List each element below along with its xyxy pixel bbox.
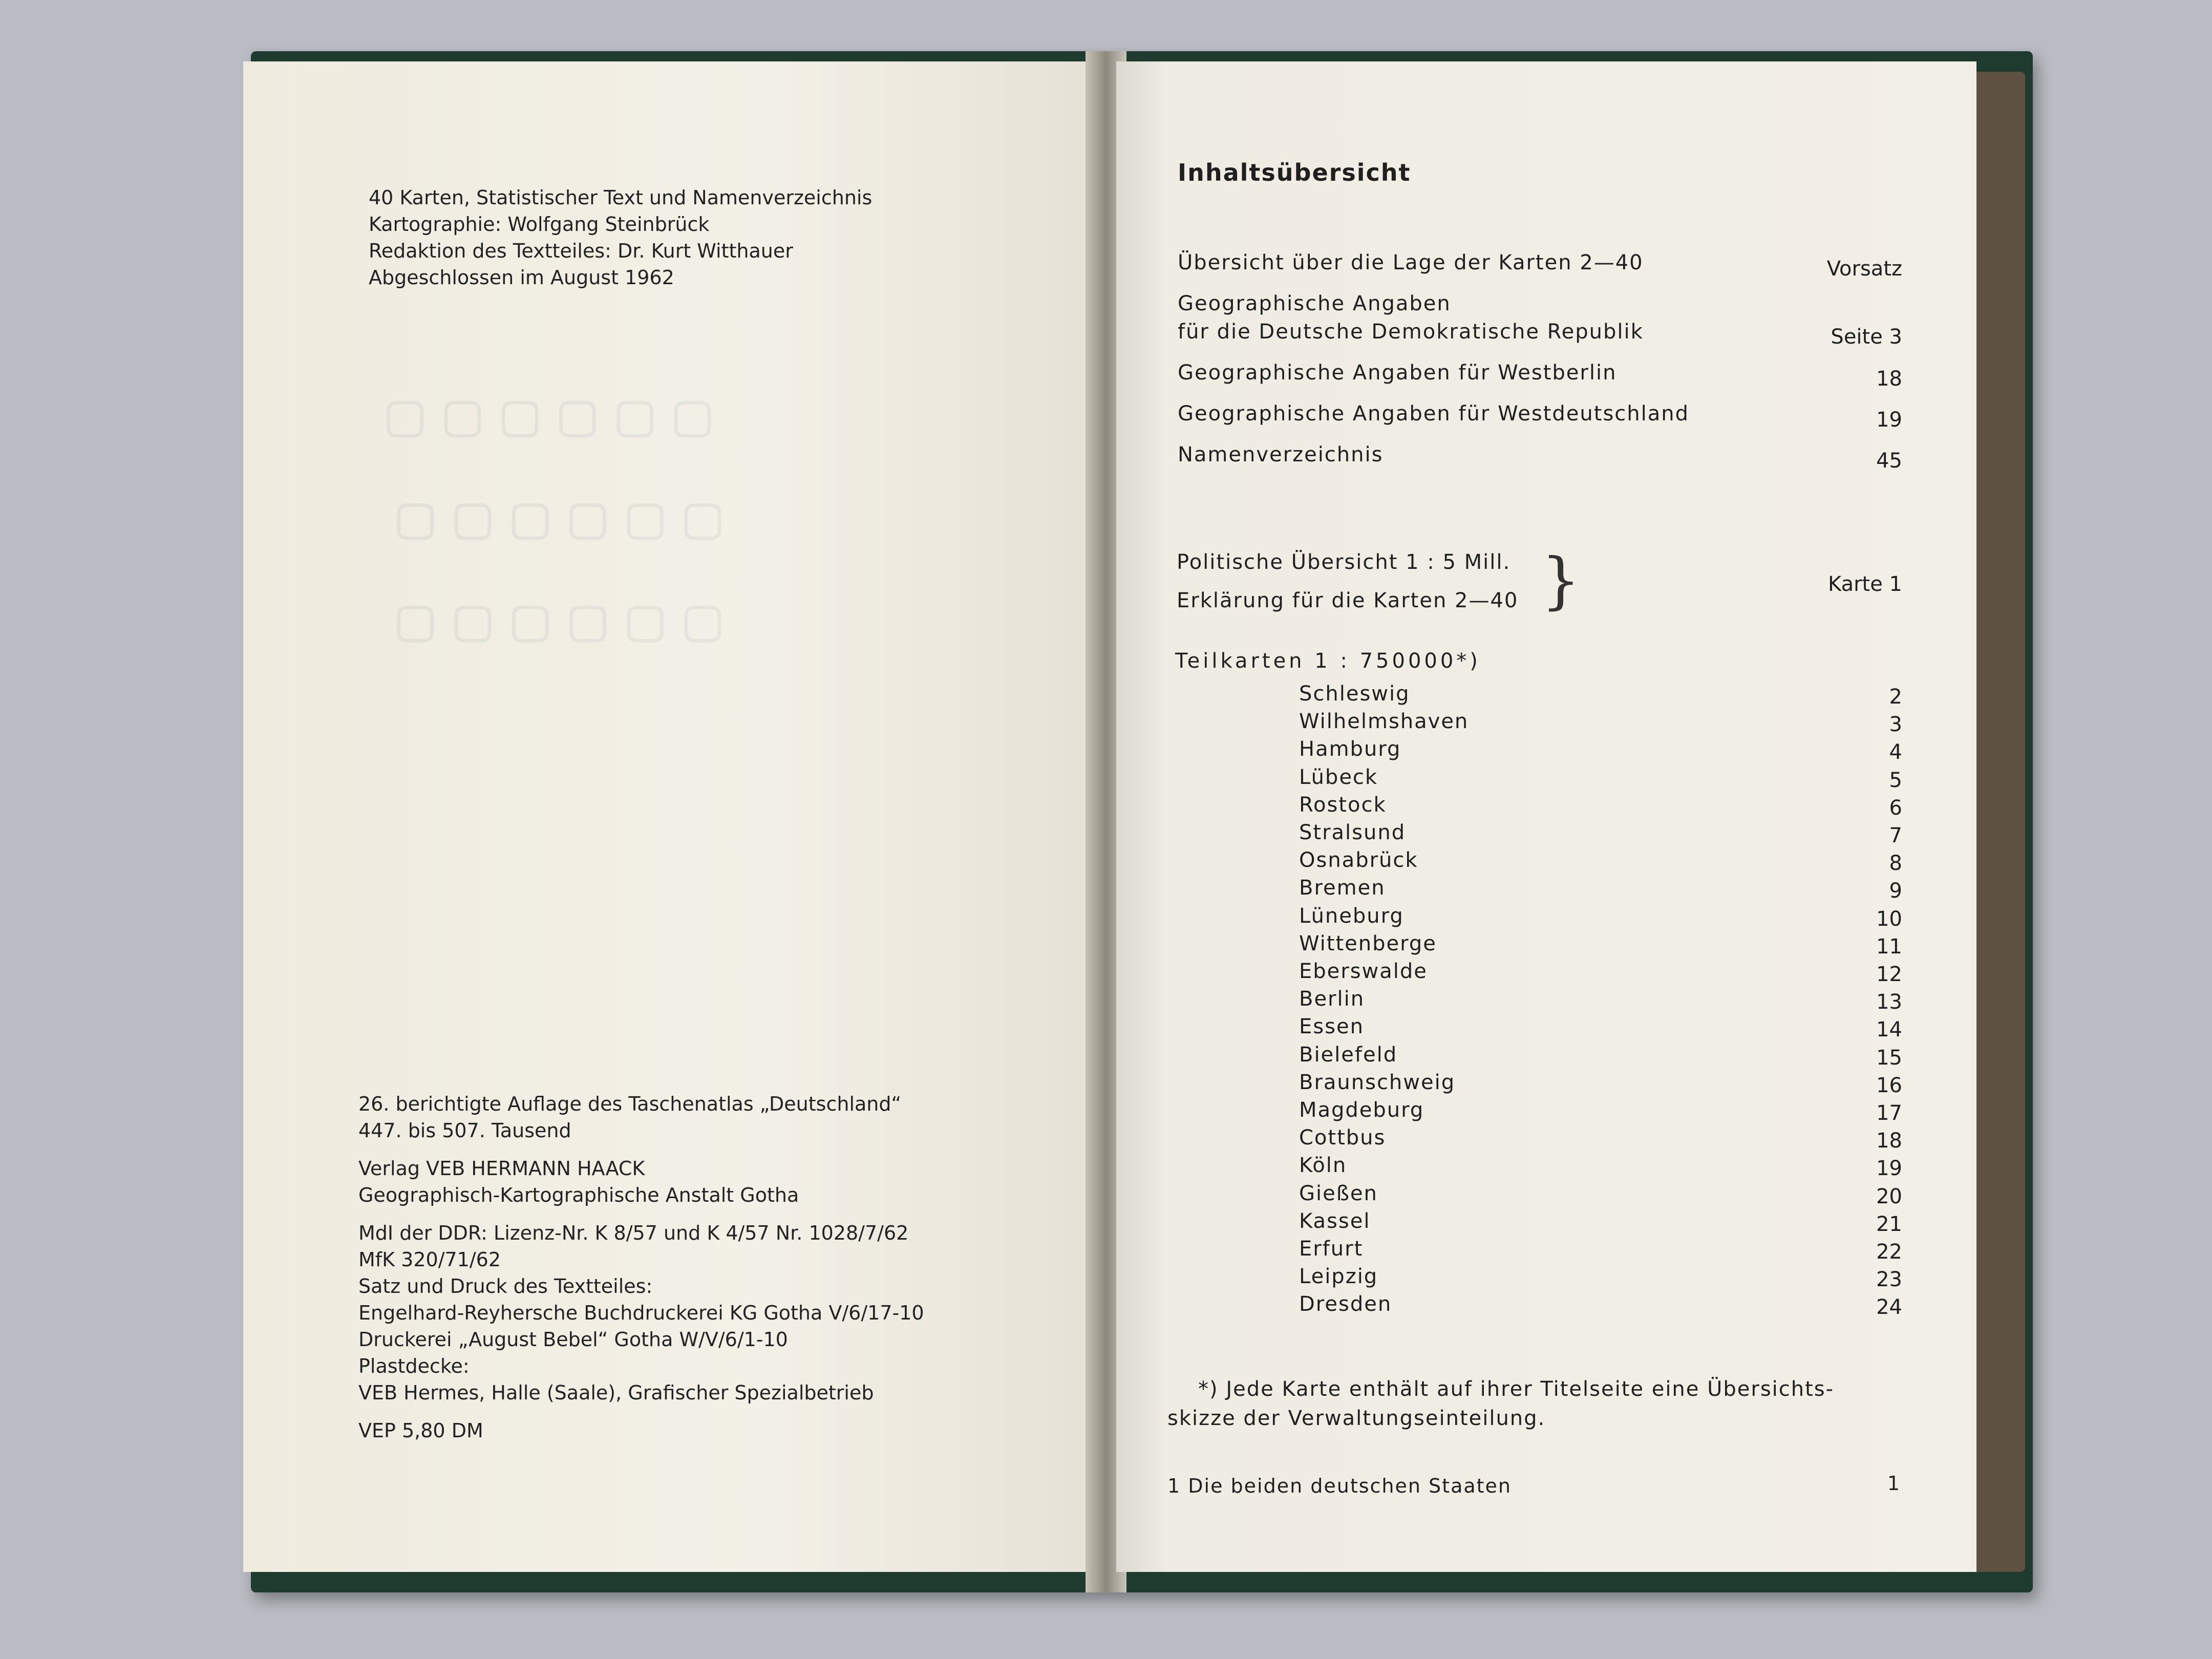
teilkarte-name: Magdeburg [1299, 1098, 1424, 1122]
teilkarte-number: 19 [1876, 1157, 1902, 1180]
teilkarte-name: Cottbus [1299, 1126, 1386, 1150]
teilkarte-name: Dresden [1299, 1292, 1392, 1316]
teilkarte-number: 11 [1876, 935, 1902, 959]
teilkarte-name: Osnabrück [1299, 848, 1418, 872]
teilkarte-number: 14 [1876, 1018, 1902, 1041]
toc-ref: 45 [1876, 449, 1902, 473]
teilkarte-number: 8 [1889, 852, 1902, 875]
footnote: *) Jede Karte enthält auf ihrer Titelseite eine Übersichts- [1198, 1377, 1835, 1401]
teilkarte-number: 17 [1876, 1101, 1902, 1125]
footnote: skizze der Verwaltungseinteilung. [1167, 1407, 1546, 1430]
imprint-line: Verlag VEB HERMANN HAACK [358, 1157, 645, 1180]
toc-ref: 19 [1876, 408, 1902, 432]
teilkarte-number: 24 [1876, 1295, 1902, 1319]
toc-entry: Übersicht über die Lage der Karten 2—40 [1178, 251, 1644, 274]
brace-icon: } [1541, 545, 1581, 616]
teilkarte-number: 12 [1876, 963, 1902, 986]
teilkarte-number: 7 [1889, 824, 1902, 847]
teilkarte-number: 9 [1889, 879, 1902, 903]
page-footer: 1 Die beiden deutschen Staaten [1167, 1475, 1512, 1497]
credits-line: Kartographie: Wolfgang Steinbrück [369, 213, 710, 236]
imprint-line: Satz und Druck des Textteiles: [358, 1275, 653, 1298]
toc-entry: Geographische Angaben [1178, 292, 1451, 315]
show-through-text: ▢▢▢▢▢▢ [387, 379, 732, 450]
teilkarte-number: 18 [1876, 1129, 1902, 1153]
teilkarte-number: 2 [1889, 685, 1902, 709]
teilkarte-number: 5 [1889, 769, 1902, 792]
imprint-line: MdI der DDR: Lizenz-Nr. K 8/57 und K 4/57 Nr. 1028/7/62 [358, 1222, 909, 1244]
teilkarte-number: 16 [1876, 1074, 1902, 1097]
toc-entry: Erklärung für die Karten 2—40 [1177, 589, 1519, 612]
teilkarte-name: Wilhelmshaven [1299, 710, 1469, 733]
toc-entry: für die Deutsche Demokratische Republik [1178, 320, 1644, 344]
teilkarte-name: Gießen [1299, 1182, 1378, 1205]
page-title: Inhaltsübersicht [1178, 159, 1411, 186]
teilkarte-number: 13 [1876, 990, 1902, 1014]
right-page [1116, 61, 1976, 1572]
teilkarte-name: Erfurt [1299, 1237, 1364, 1261]
imprint-line: Geographisch-Kartographische Anstalt Gotha [358, 1184, 799, 1206]
teilkarte-number: 15 [1876, 1046, 1902, 1070]
toc-entry: Politische Übersicht 1 : 5 Mill. [1177, 550, 1511, 574]
section-heading: Teilkarten 1 : 750000*) [1175, 649, 1481, 673]
teilkarte-number: 22 [1876, 1240, 1902, 1264]
teilkarte-number: 6 [1889, 796, 1902, 820]
teilkarte-name: Wittenberge [1299, 932, 1437, 955]
teilkarte-name: Eberswalde [1299, 960, 1428, 983]
toc-ref: Seite 3 [1831, 325, 1902, 349]
teilkarte-number: 20 [1876, 1185, 1902, 1208]
toc-ref: 18 [1876, 367, 1902, 391]
toc-entry: Geographische Angaben für Westberlin [1178, 361, 1617, 385]
teilkarte-name: Lüneburg [1299, 904, 1404, 928]
teilkarte-number: 23 [1876, 1268, 1902, 1291]
teilkarte-number: 10 [1876, 907, 1902, 931]
page-number: 1 [1887, 1472, 1900, 1495]
teilkarte-name: Bielefeld [1299, 1043, 1398, 1067]
imprint-line: VEP 5,80 DM [358, 1419, 483, 1442]
imprint-line: Plastdecke: [358, 1355, 470, 1377]
teilkarte-name: Berlin [1299, 987, 1365, 1011]
show-through-text: ▢▢▢▢▢▢ [397, 584, 742, 655]
show-through-text: ▢▢▢▢▢▢ [397, 481, 742, 552]
imprint-line: 447. bis 507. Tausend [358, 1119, 571, 1142]
toc-entry: Geographische Angaben für Westdeutschland [1178, 402, 1689, 426]
imprint-line: MfK 320/71/62 [358, 1248, 501, 1271]
teilkarte-name: Kassel [1299, 1209, 1371, 1233]
imprint-line: Engelhard-Reyhersche Buchdruckerei KG Gotha V/6/17-10 [358, 1302, 924, 1324]
teilkarte-name: Stralsund [1299, 821, 1406, 844]
teilkarte-number: 21 [1876, 1213, 1902, 1236]
toc-entry: Namenverzeichnis [1178, 443, 1384, 466]
credits-line: Redaktion des Textteiles: Dr. Kurt Witthauer [369, 240, 793, 262]
teilkarte-name: Schleswig [1299, 682, 1410, 706]
credits-line: Abgeschlossen im August 1962 [369, 266, 674, 289]
imprint-line: VEB Hermes, Halle (Saale), Grafischer Spezialbetrieb [358, 1381, 874, 1404]
teilkarte-name: Bremen [1299, 876, 1386, 900]
credits-line: 40 Karten, Statistischer Text und Namenverzeichnis [369, 186, 873, 209]
teilkarte-name: Hamburg [1299, 737, 1401, 761]
book-edge [1976, 72, 2025, 1572]
toc-ref: Vorsatz [1826, 257, 1902, 281]
teilkarte-name: Braunschweig [1299, 1071, 1456, 1094]
toc-ref: Karte 1 [1828, 572, 1902, 596]
teilkarte-name: Rostock [1299, 793, 1387, 817]
imprint-line: 26. berichtigte Auflage des Taschenatlas „Deutschland“ [358, 1093, 902, 1115]
teilkarte-name: Leipzig [1299, 1265, 1378, 1288]
teilkarte-number: 4 [1889, 740, 1902, 764]
left-page [243, 61, 1103, 1572]
teilkarte-name: Köln [1299, 1154, 1347, 1177]
imprint-line: Druckerei „August Bebel“ Gotha W/V/6/1-10 [358, 1328, 788, 1351]
teilkarte-number: 3 [1889, 713, 1902, 736]
teilkarte-name: Essen [1299, 1015, 1364, 1038]
teilkarte-name: Lübeck [1299, 765, 1378, 789]
